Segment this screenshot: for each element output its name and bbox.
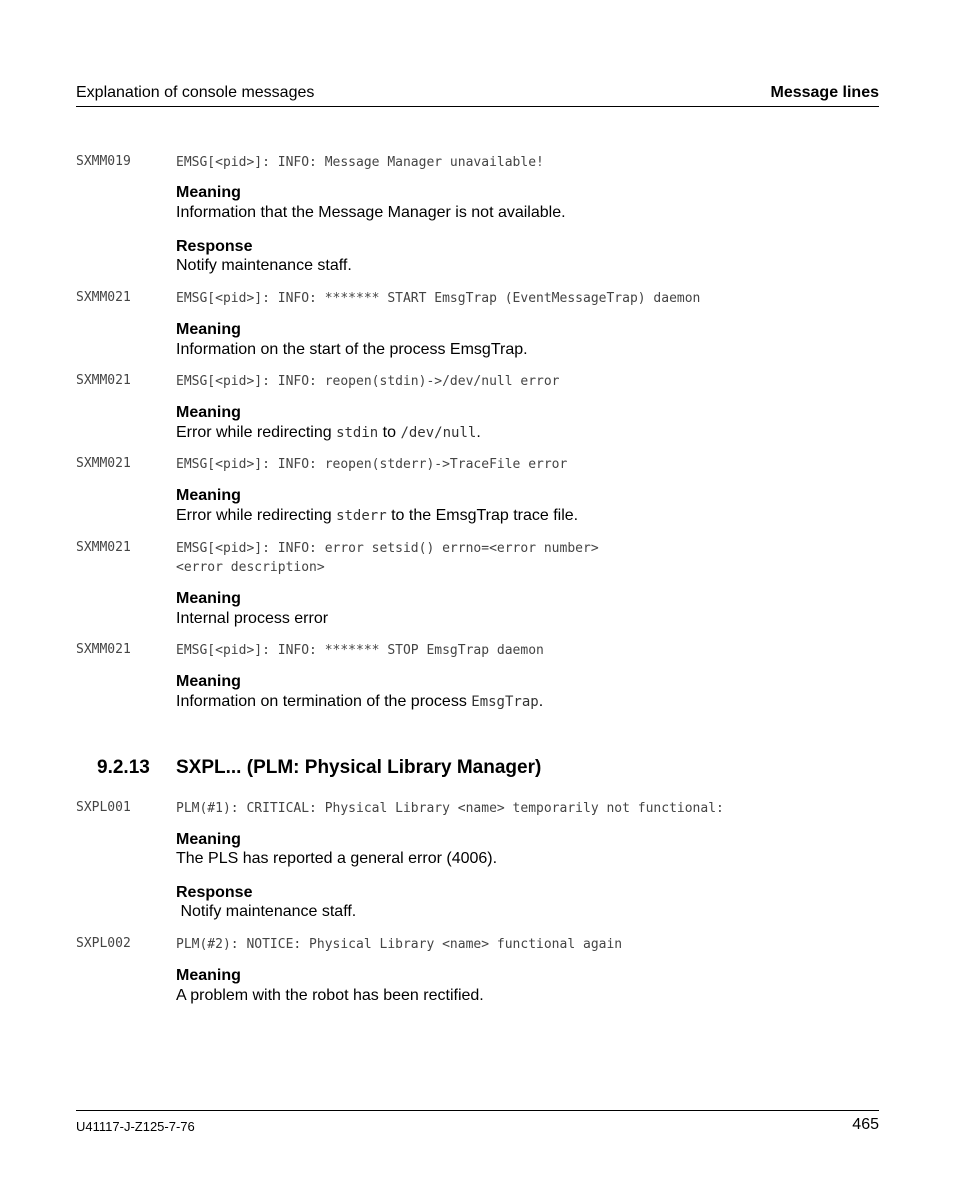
section-number: 9.2.13: [97, 757, 150, 778]
meaning-text: Internal process error: [176, 610, 329, 627]
meaning-heading: Meaning: [176, 673, 241, 690]
meaning-heading: Meaning: [176, 831, 241, 848]
message-code: SXMM021: [76, 540, 131, 555]
meaning-text: Error while redirecting stdin to /dev/null.: [176, 424, 481, 441]
meaning-heading: Meaning: [176, 487, 241, 504]
message-text: PLM(#1): CRITICAL: Physical Library <name> temporarily not functional:: [176, 801, 724, 816]
meaning-text: Error while redirecting stderr to the EmsgTrap trace file.: [176, 507, 579, 524]
message-code: SXPL001: [76, 800, 131, 815]
meaning-heading: Meaning: [176, 321, 241, 338]
running-header: [76, 84, 879, 107]
meaning-text: Information on the start of the process EmsgTrap.: [176, 341, 528, 358]
message-text-line-1: EMSG[<pid>]: INFO: error setsid() errno=<error number>: [176, 541, 599, 556]
response-text: Notify maintenance staff.: [176, 903, 357, 920]
message-code: SXMM021: [76, 373, 131, 388]
message-text: EMSG[<pid>]: INFO: Message Manager unavailable!: [176, 155, 544, 170]
response-heading: Response: [176, 238, 253, 255]
message-code: SXMM021: [76, 290, 131, 305]
meaning-text: The PLS has reported a general error (4006).: [176, 850, 498, 867]
meaning-text: Information on termination of the process EmsgTrap.: [176, 693, 544, 710]
section-title: SXPL... (PLM: Physical Library Manager): [176, 757, 542, 778]
meaning-heading: Meaning: [176, 404, 241, 421]
meaning-text: A problem with the robot has been rectified.: [176, 987, 484, 1004]
message-code: SXMM019: [76, 154, 131, 169]
inline-code: stderr: [336, 508, 387, 524]
message-text-line-2: <error description>: [176, 560, 325, 575]
inline-code: stdin: [336, 425, 379, 441]
meaning-heading: Meaning: [176, 590, 241, 607]
inline-code: EmsgTrap: [471, 694, 539, 710]
page-footer: [76, 1110, 879, 1134]
message-code: SXMM021: [76, 642, 131, 657]
meaning-text: Information that the Message Manager is not available.: [176, 204, 566, 221]
header-chapter-title: Explanation of console messages: [76, 84, 315, 101]
message-code: SXMM021: [76, 456, 131, 471]
document-id: U41117-J-Z125-7-76: [76, 1119, 195, 1134]
header-section-title: Message lines: [770, 84, 879, 101]
response-heading: Response: [176, 884, 253, 901]
message-text: EMSG[<pid>]: INFO: ******* STOP EmsgTrap daemon: [176, 643, 544, 658]
message-code: SXPL002: [76, 936, 131, 951]
meaning-heading: Meaning: [176, 184, 241, 201]
inline-code: /dev/null: [400, 425, 477, 441]
message-text: PLM(#2): NOTICE: Physical Library <name> functional again: [176, 937, 623, 952]
page-number: 465: [852, 1116, 879, 1133]
message-text: EMSG[<pid>]: INFO: reopen(stderr)->TraceFile error: [176, 457, 568, 472]
meaning-heading: Meaning: [176, 967, 241, 984]
message-text: EMSG[<pid>]: INFO: reopen(stdin)->/dev/null error: [176, 374, 560, 389]
response-text: Notify maintenance staff.: [176, 257, 352, 274]
message-text: EMSG[<pid>]: INFO: ******* START EmsgTrap (EventMessageTrap) daemon: [176, 291, 701, 306]
